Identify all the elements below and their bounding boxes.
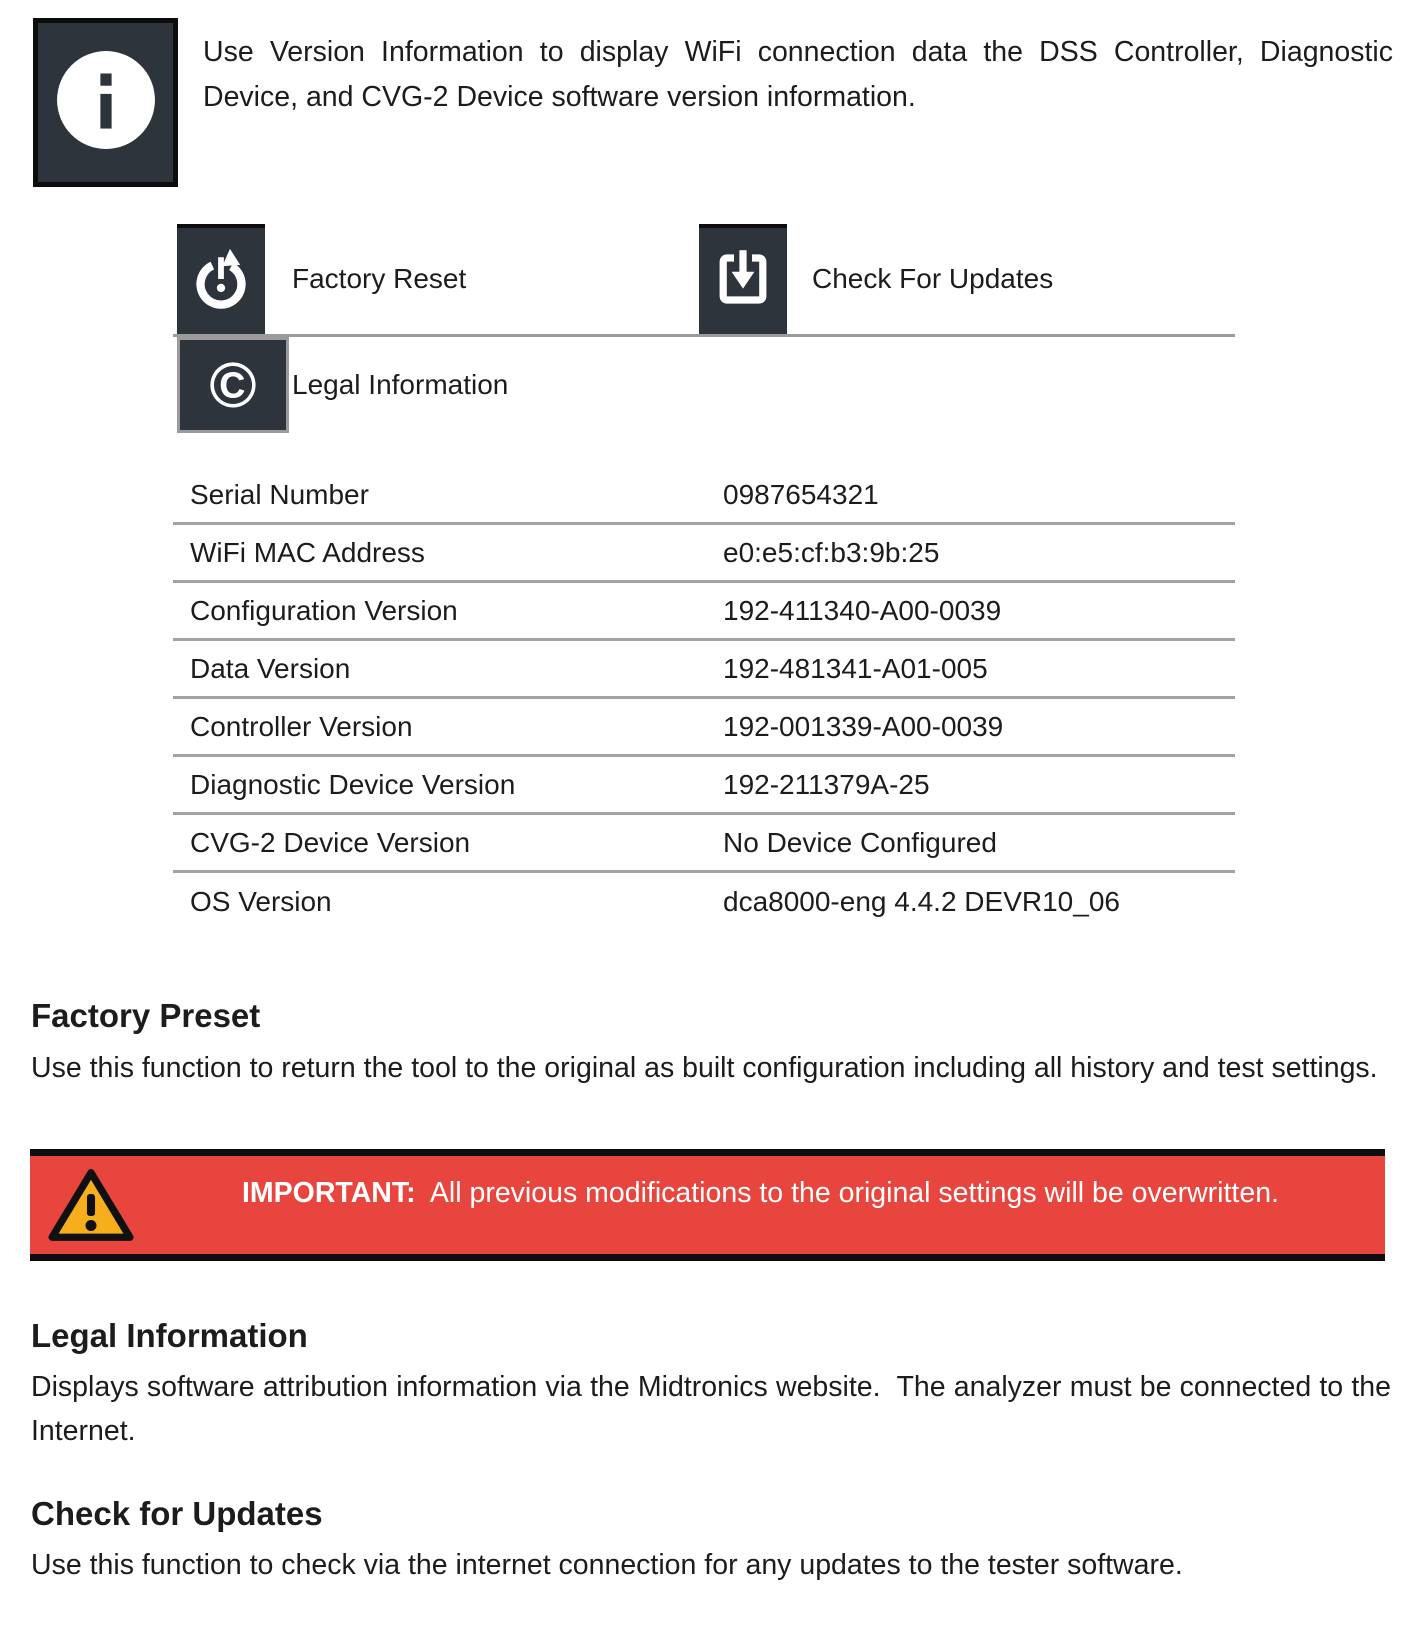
check-for-updates-button[interactable] bbox=[699, 224, 787, 334]
important-banner bbox=[30, 1149, 1385, 1261]
row-label: Diagnostic Device Version bbox=[190, 768, 516, 800]
check-for-updates-body: Use this function to check via the internet connection for any updates to the tester software. bbox=[31, 1549, 1183, 1581]
warning-icon bbox=[47, 1166, 135, 1244]
table-row bbox=[173, 641, 1235, 699]
row-value: dca8000-eng 4.4.2 DEVR10_06 bbox=[723, 886, 1120, 917]
copyright-icon: © bbox=[209, 349, 257, 421]
factory-preset-body: Use this function to return the tool to the original as built configuration including all history and test settings. bbox=[31, 1052, 1378, 1084]
row-value: 192-411340-A00-0039 bbox=[723, 594, 1002, 626]
row-label: Configuration Version bbox=[190, 594, 458, 626]
row-value: No Device Configured bbox=[723, 826, 997, 858]
row-label: OS Version bbox=[190, 886, 332, 917]
factory-reset-icon bbox=[189, 244, 253, 319]
row-label: Data Version bbox=[190, 652, 351, 684]
table-row bbox=[173, 815, 1235, 873]
check-for-updates-label: Check For Updates bbox=[812, 263, 1054, 294]
table-row bbox=[173, 873, 1235, 931]
intro-paragraph: Use Version Information to display WiFi connection data the DSS Controller, Diagnostic Device, and CVG-2 Device software version information. bbox=[203, 36, 1393, 113]
row-label: CVG-2 Device Version bbox=[190, 826, 471, 858]
row-value: 0987654321 bbox=[723, 478, 879, 510]
factory-reset-button[interactable] bbox=[177, 224, 265, 334]
row-label: Controller Version bbox=[190, 710, 413, 742]
factory-reset-label: Factory Reset bbox=[292, 263, 467, 294]
row-value: 192-001339-A00-0039 bbox=[723, 710, 1004, 742]
table-row bbox=[173, 583, 1235, 641]
banner-text bbox=[162, 1177, 1359, 1210]
row-value: 192-211379A-25 bbox=[723, 768, 930, 800]
table-row bbox=[173, 699, 1235, 757]
banner-important-label: IMPORTANT: bbox=[242, 1177, 416, 1209]
download-icon bbox=[713, 249, 773, 314]
version-table bbox=[173, 467, 1235, 931]
row-label: Serial Number bbox=[190, 478, 369, 510]
row-value: 192-481341-A01-005 bbox=[723, 652, 988, 684]
factory-preset-heading: Factory Preset bbox=[31, 997, 261, 1034]
legal-information-label: Legal Information bbox=[292, 369, 509, 400]
row-label: WiFi MAC Address bbox=[190, 536, 425, 568]
table-row bbox=[173, 467, 1235, 525]
info-icon bbox=[55, 49, 157, 156]
legal-information-button[interactable] bbox=[177, 337, 289, 433]
legal-information-heading: Legal Information bbox=[31, 1317, 308, 1354]
table-row bbox=[173, 525, 1235, 583]
check-for-updates-heading: Check for Updates bbox=[31, 1495, 323, 1532]
banner-message: All previous modifications to the original settings will be overwritten. bbox=[415, 1177, 1279, 1209]
row-value: e0:e5:cf:b3:9b:25 bbox=[723, 536, 940, 568]
legal-information-body: Displays software attribution information via the Midtronics website. The analyzer must be connected to the Internet. bbox=[31, 1371, 1391, 1447]
info-callout-box bbox=[33, 18, 178, 187]
table-row bbox=[173, 757, 1235, 815]
